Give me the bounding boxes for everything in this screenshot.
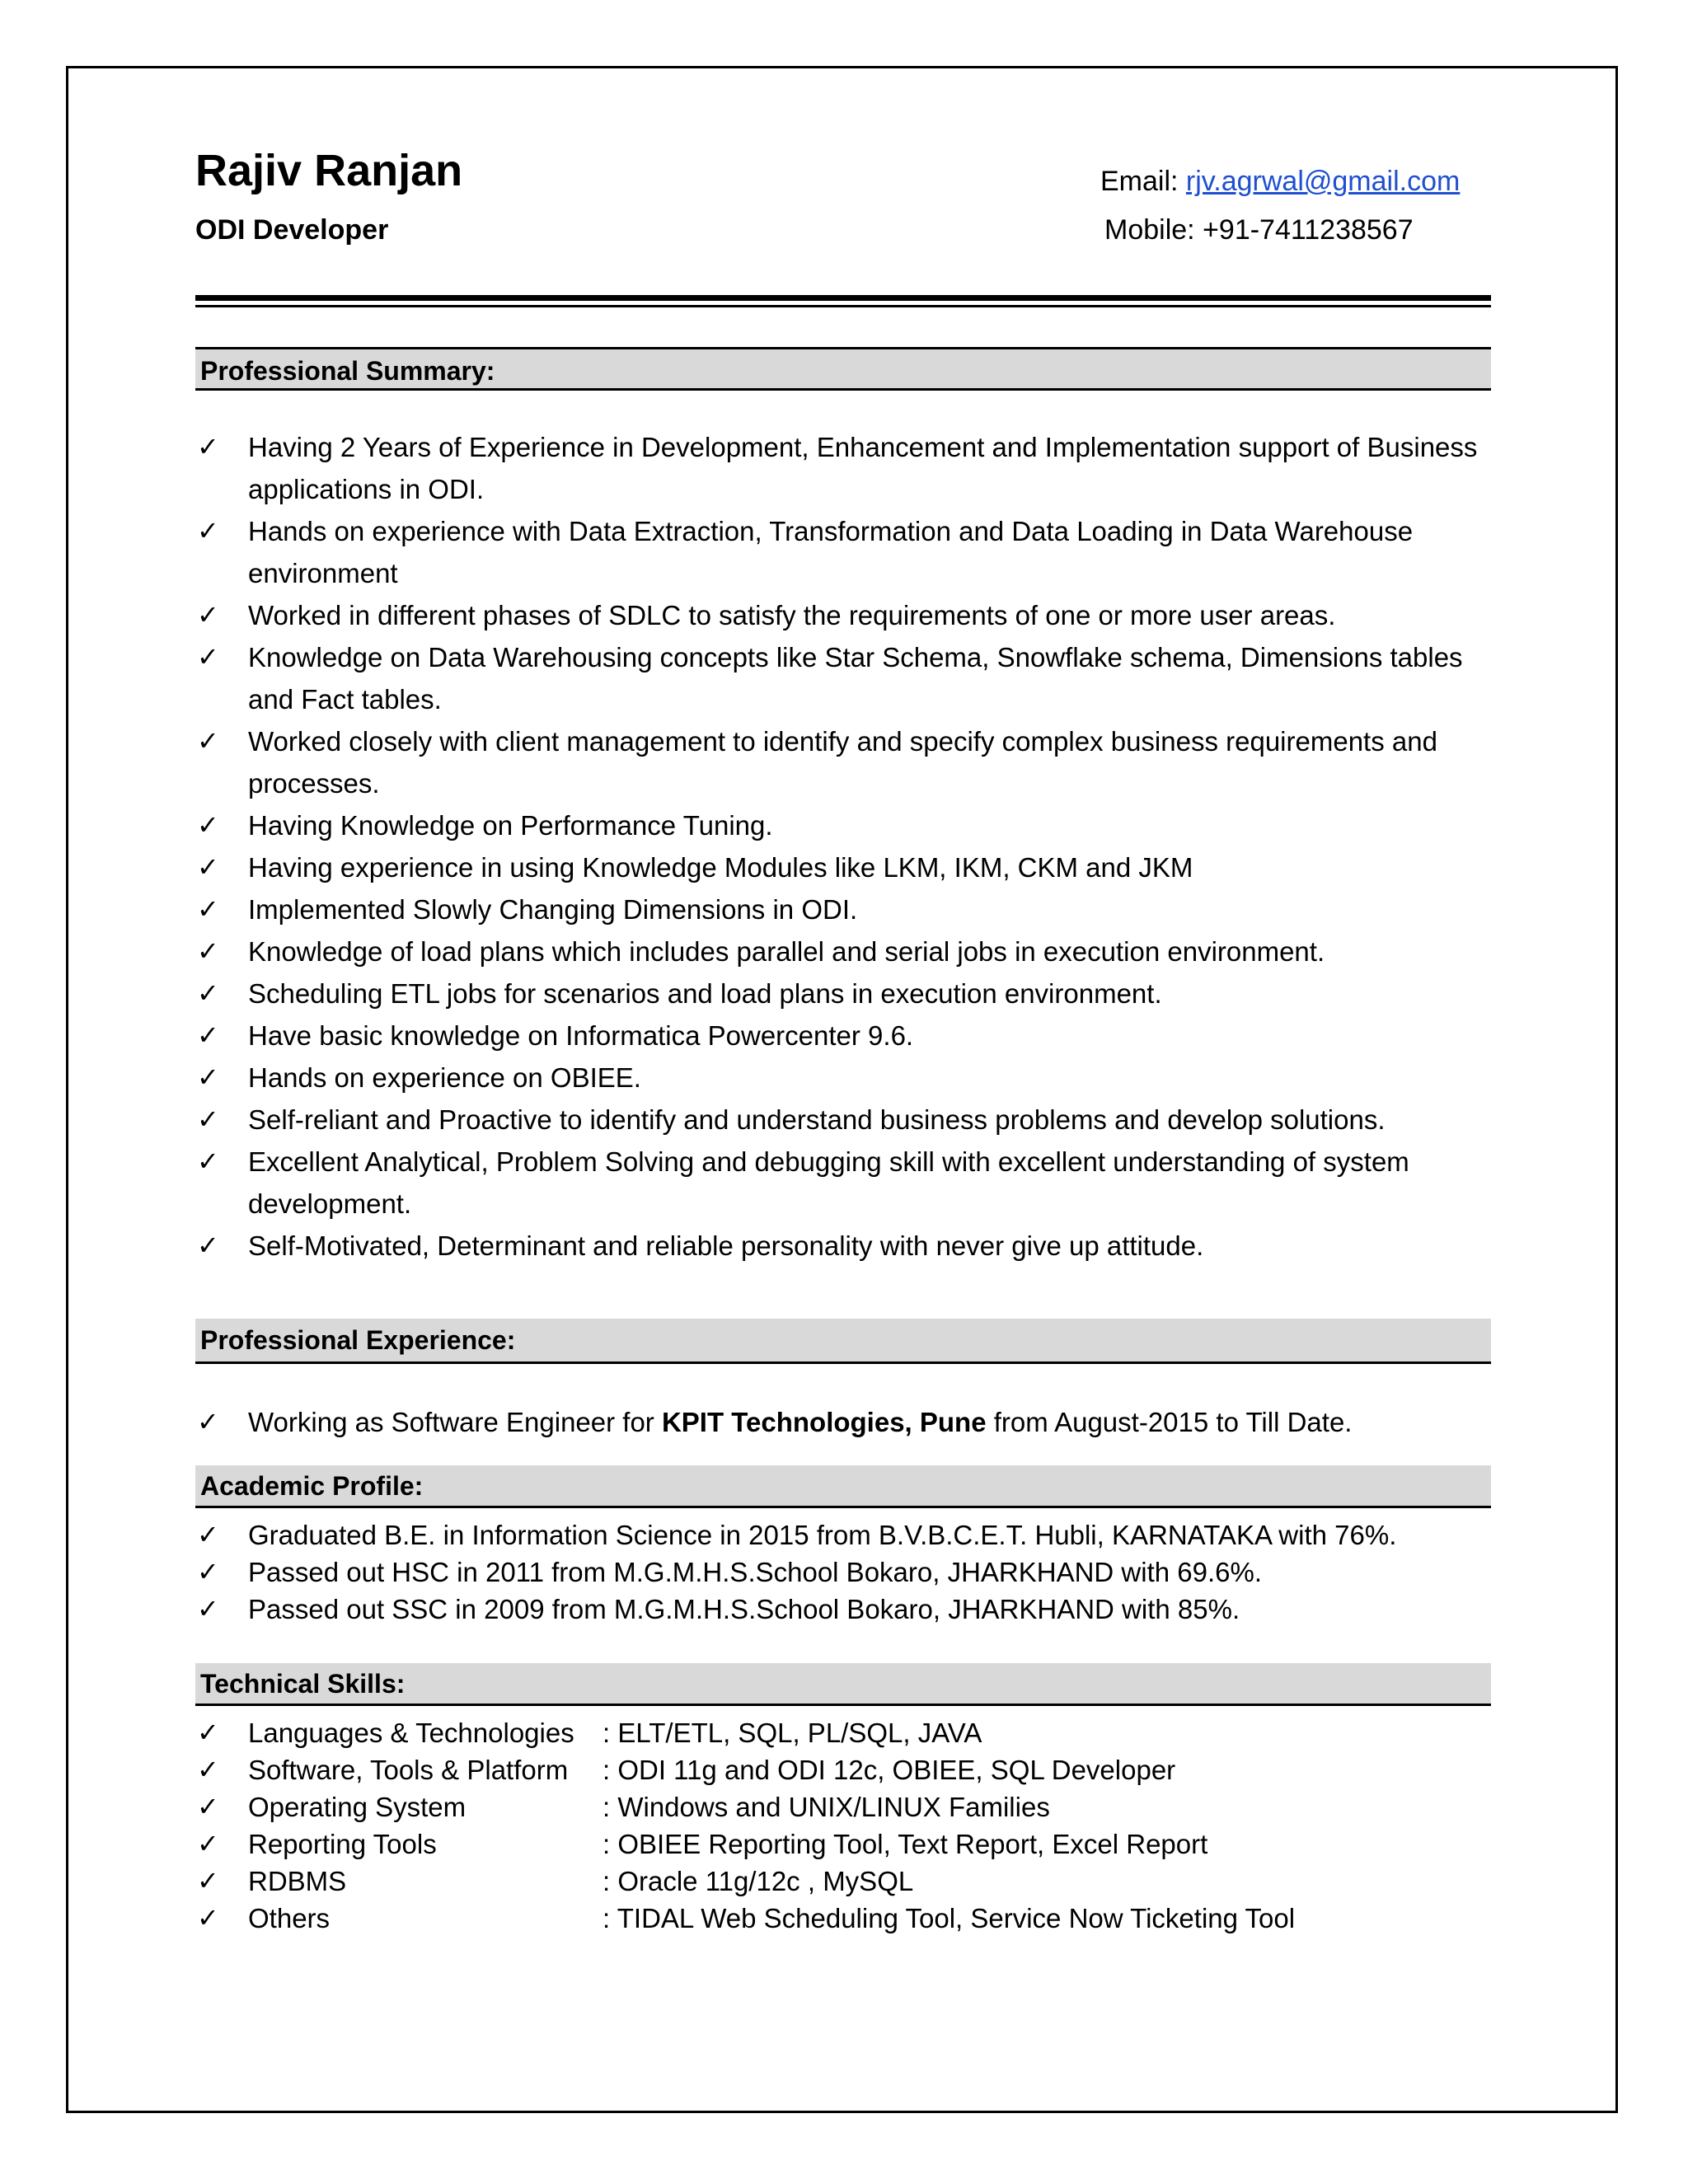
mobile-line: Mobile: +91-7411238567 bbox=[1104, 214, 1414, 246]
list-item: ✓ Have basic knowledge on Informatica Powercenter 9.6. bbox=[195, 1015, 1491, 1057]
list-item: ✓ Self-reliant and Proactive to identify and understand business problems and develop solutions. bbox=[195, 1099, 1491, 1141]
section-header-summary bbox=[195, 347, 1491, 391]
skill-value: : Oracle 11g/12c , MySQL bbox=[603, 1866, 914, 1896]
checkmark-icon: ✓ bbox=[197, 725, 219, 757]
checkmark-icon: ✓ bbox=[197, 1104, 219, 1135]
list-item bbox=[195, 1788, 1491, 1825]
section-title: Professional Summary: bbox=[200, 356, 495, 386]
skill-label: Software, Tools & Platform bbox=[248, 1755, 569, 1785]
checkmark-icon: ✓ bbox=[197, 1828, 219, 1859]
list-item bbox=[195, 1900, 1491, 1937]
checkmark-icon: ✓ bbox=[197, 1717, 219, 1748]
list-item bbox=[195, 1714, 1491, 1751]
list-item: ✓ Having Knowledge on Performance Tuning. bbox=[195, 804, 1491, 846]
skills-list bbox=[195, 1714, 1491, 1937]
section-title: Professional Experience: bbox=[200, 1325, 516, 1355]
checkmark-icon: ✓ bbox=[197, 851, 219, 883]
academic-list bbox=[195, 1516, 1491, 1628]
list-item bbox=[195, 1751, 1491, 1788]
list-item: ✓ Worked closely with client management to identify and specify complex business requirements and processes. bbox=[195, 720, 1491, 804]
experience-list bbox=[195, 1401, 1491, 1443]
summary-list bbox=[195, 426, 1491, 1267]
list-item: ✓ Knowledge on Data Warehousing concepts like Star Schema, Snowflake schema, Dimensions tables and Fact tables. bbox=[195, 636, 1491, 720]
checkmark-icon: ✓ bbox=[197, 641, 219, 673]
section-title: Academic Profile: bbox=[200, 1471, 424, 1501]
section-header-experience bbox=[195, 1319, 1491, 1364]
checkmark-icon: ✓ bbox=[197, 1865, 219, 1896]
list-item bbox=[195, 1825, 1491, 1863]
section-header-skills bbox=[195, 1663, 1491, 1706]
skill-label: Operating System bbox=[248, 1792, 467, 1822]
checkmark-icon: ✓ bbox=[197, 935, 219, 967]
skill-label: Others bbox=[248, 1903, 331, 1933]
skill-value: : Windows and UNIX/LINUX Families bbox=[603, 1792, 1050, 1822]
checkmark-icon: ✓ bbox=[197, 893, 219, 925]
section-title: Technical Skills: bbox=[200, 1669, 406, 1699]
list-item: ✓ Worked in different phases of SDLC to satisfy the requirements of one or more user areas. bbox=[195, 594, 1491, 636]
email-link[interactable]: rjv.agrwal@gmail.com bbox=[1185, 166, 1461, 197]
checkmark-icon: ✓ bbox=[197, 1902, 219, 1933]
email-label: Email: bbox=[1100, 166, 1186, 197]
list-item: ✓ Hands on experience on OBIEE. bbox=[195, 1057, 1491, 1099]
list-item: ✓ Hands on experience with Data Extraction, Transformation and Data Loading in Data Warehouse environment bbox=[195, 510, 1491, 594]
list-item: ✓ Passed out SSC in 2009 from M.G.M.H.S.School Bokaro, JHARKHAND with 85%. bbox=[195, 1591, 1491, 1628]
checkmark-icon: ✓ bbox=[197, 1519, 219, 1550]
checkmark-icon: ✓ bbox=[197, 809, 219, 841]
list-item: ✓ Passed out HSC in 2011 from M.G.M.H.S.School Bokaro, JHARKHAND with 69.6%. bbox=[195, 1554, 1491, 1591]
checkmark-icon: ✓ bbox=[197, 431, 219, 462]
candidate-name: Rajiv Ranjan bbox=[195, 146, 463, 195]
skill-label: RDBMS bbox=[248, 1866, 347, 1896]
checkmark-icon: ✓ bbox=[197, 1791, 219, 1822]
list-item: ✓ Graduated B.E. in Information Science in 2015 from B.V.B.C.E.T. Hubli, KARNATAKA with 76%. bbox=[195, 1516, 1491, 1554]
checkmark-icon: ✓ bbox=[197, 977, 219, 1009]
list-item: ✓ Self-Motivated, Determinant and reliable personality with never give up attitude. bbox=[195, 1225, 1491, 1267]
checkmark-icon: ✓ bbox=[197, 1406, 219, 1437]
checkmark-icon: ✓ bbox=[197, 599, 219, 630]
checkmark-icon: ✓ bbox=[197, 1019, 219, 1051]
skill-value: : ELT/ETL, SQL, PL/SQL, JAVA bbox=[603, 1718, 982, 1748]
list-item: ✓ Working as Software Engineer for KPIT Technologies, Pune from August-2015 to Till Date. bbox=[195, 1401, 1491, 1443]
header-divider-thick bbox=[195, 295, 1491, 301]
checkmark-icon: ✓ bbox=[197, 1556, 219, 1587]
list-item: ✓ Implemented Slowly Changing Dimensions in ODI. bbox=[195, 888, 1491, 930]
header-divider-thin bbox=[195, 305, 1491, 307]
checkmark-icon: ✓ bbox=[197, 1146, 219, 1177]
checkmark-icon: ✓ bbox=[197, 1062, 219, 1093]
company-name: KPIT Technologies, Pune bbox=[661, 1407, 987, 1437]
checkmark-icon: ✓ bbox=[197, 515, 219, 546]
skill-label: Languages & Technologies bbox=[248, 1718, 574, 1748]
list-item: ✓ Having experience in using Knowledge Modules like LKM, IKM, CKM and JKM bbox=[195, 846, 1491, 888]
skill-value: : TIDAL Web Scheduling Tool, Service Now Ticketing Tool bbox=[603, 1903, 1296, 1933]
skill-label: Reporting Tools bbox=[248, 1829, 437, 1859]
list-item bbox=[195, 1863, 1491, 1900]
list-item: ✓ Scheduling ETL jobs for scenarios and load plans in execution environment. bbox=[195, 972, 1491, 1015]
skill-value: : ODI 11g and ODI 12c, OBIEE, SQL Developer bbox=[603, 1755, 1176, 1785]
email-line bbox=[1100, 167, 1460, 195]
section-header-academic bbox=[195, 1465, 1491, 1508]
skill-value: : OBIEE Reporting Tool, Text Report, Excel Report bbox=[603, 1829, 1208, 1859]
candidate-role: ODI Developer bbox=[195, 214, 389, 246]
checkmark-icon: ✓ bbox=[197, 1230, 219, 1261]
list-item: ✓ Knowledge of load plans which includes parallel and serial jobs in execution environment. bbox=[195, 930, 1491, 972]
list-item: ✓ Excellent Analytical, Problem Solving and debugging skill with excellent understanding of system development. bbox=[195, 1141, 1491, 1225]
list-item: ✓ Having 2 Years of Experience in Development, Enhancement and Implementation support of Business applications in ODI. bbox=[195, 426, 1491, 510]
checkmark-icon: ✓ bbox=[197, 1593, 219, 1624]
checkmark-icon: ✓ bbox=[197, 1754, 219, 1785]
